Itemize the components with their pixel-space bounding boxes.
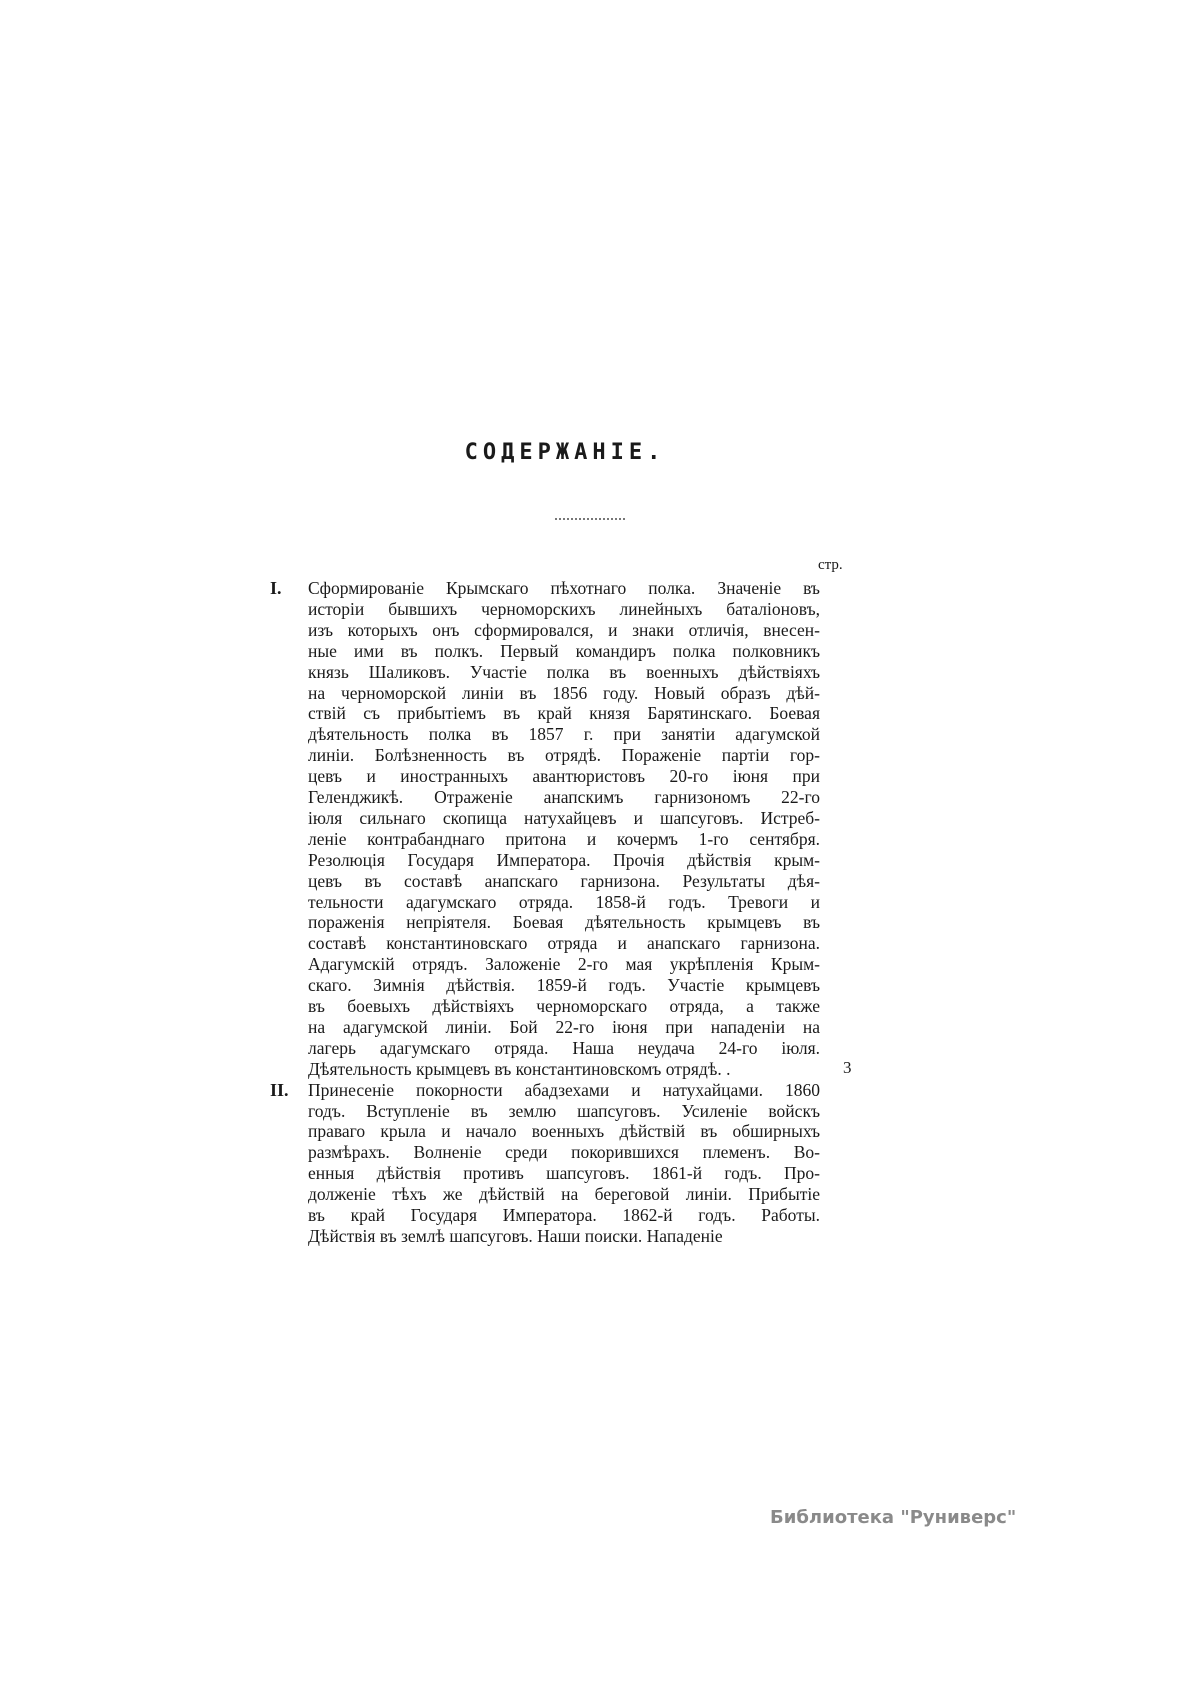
toc-line: енныя дѣйствія противъ шапсуговъ. 1861-й годъ. Про- xyxy=(308,1163,820,1184)
section-numeral: I. xyxy=(270,578,282,598)
toc-line: Геленджикѣ. Отраженіе анапскимъ гарнизономъ 22-го xyxy=(308,787,820,807)
toc-line: Дѣйствія въ землѣ шапсуговъ. Наши поиски. Нападеніе xyxy=(308,1225,723,1246)
toc-line: ствій съ прибытіемъ въ край князя Барятинскаго. Боевая xyxy=(308,703,820,724)
toc-line: Сформированіе Крымскаго пѣхотнаго полка. Значеніе въ xyxy=(308,578,820,598)
library-watermark: Библиотека "Руниверс" xyxy=(770,1507,1017,1528)
toc-line: размѣрахъ. Волненіе среди покорившихся племенъ. Во- xyxy=(308,1142,820,1163)
toc-line: въ край Государя Императора. 1862-й годъ. Работы. xyxy=(308,1205,820,1225)
toc-line: долженіе тѣхъ же дѣйствій на береговой линіи. Прибытіе xyxy=(308,1184,820,1205)
toc-line: лагерь адагумскаго отряда. Наша неудача 24-го іюля. xyxy=(308,1037,820,1058)
toc-page-number: 3 xyxy=(843,1058,852,1077)
toc-line: іюля сильнаго скопища натухайцевъ и шапсуговъ. Истреб- xyxy=(308,807,820,828)
toc-line: годъ. Вступленіе въ землю шапсуговъ. Усиленіе войскъ xyxy=(308,1100,820,1121)
toc-line: составѣ константиновскаго отряда и анапскаго гарнизона. xyxy=(308,933,820,954)
toc-line: Дѣятельность крымцевъ въ константиновскомъ отрядѣ. . xyxy=(308,1058,731,1079)
page-column-label: стр. xyxy=(818,557,843,573)
toc-line: скаго. Зимнія дѣйствія. 1859-й годъ. Участіе крымцевъ xyxy=(308,975,820,996)
title-ornament xyxy=(555,512,625,520)
toc-line: изъ которыхъ онъ сформировался, и знаки отличія, внесен- xyxy=(308,619,820,640)
toc-line: праваго крыла и начало военныхъ дѣйствій въ обширныхъ xyxy=(308,1121,820,1142)
toc-line: цевъ и иностранныхъ авантюристовъ 20-го іюня при xyxy=(308,766,820,787)
toc-line: Адагумскій отрядъ. Заложеніе 2-го мая укрѣпленія Крым- xyxy=(308,954,820,975)
toc-line: Принесеніе покорности абадзехами и натухайцами. 1860 xyxy=(308,1079,820,1100)
toc-line: ные ими въ полкъ. Первый командиръ полка полковникъ xyxy=(308,640,820,661)
toc-line: на черноморской линіи въ 1856 году. Новый образъ дѣй- xyxy=(308,682,820,703)
toc-line: Резолюція Государя Императора. Прочія дѣйствія крым- xyxy=(308,849,820,870)
page-title: СОДЕРЖАНІЕ. xyxy=(464,440,666,465)
toc-line: тельности адагумскаго отряда. 1858-й годъ. Тревоги и xyxy=(308,891,820,912)
toc-line: на адагумской линіи. Бой 22-го іюня при нападеніи на xyxy=(308,1016,820,1037)
toc-line: пораженія непріятеля. Боевая дѣятельность крымцевъ въ xyxy=(308,912,820,933)
toc-line: въ боевыхъ дѣйствіяхъ черноморскаго отряда, а также xyxy=(308,996,820,1016)
toc-line: линіи. Болѣзненность въ отрядѣ. Пораженіе партіи гор- xyxy=(308,745,820,766)
toc-line: исторіи бывшихъ черноморскихъ линейныхъ баталіоновъ, xyxy=(308,598,820,619)
toc-line: князь Шаликовъ. Участіе полка въ военныхъ дѣйствіяхъ xyxy=(308,661,820,682)
toc-line: леніе контрабанднаго притона и кочермъ 1-го сентября. xyxy=(308,828,820,849)
toc-line: дѣятельность полка въ 1857 г. при занятіи адагумской xyxy=(308,724,820,745)
section-numeral: II. xyxy=(270,1079,289,1100)
toc-line: цевъ въ составѣ анапскаго гарнизона. Результаты дѣя- xyxy=(308,870,820,891)
